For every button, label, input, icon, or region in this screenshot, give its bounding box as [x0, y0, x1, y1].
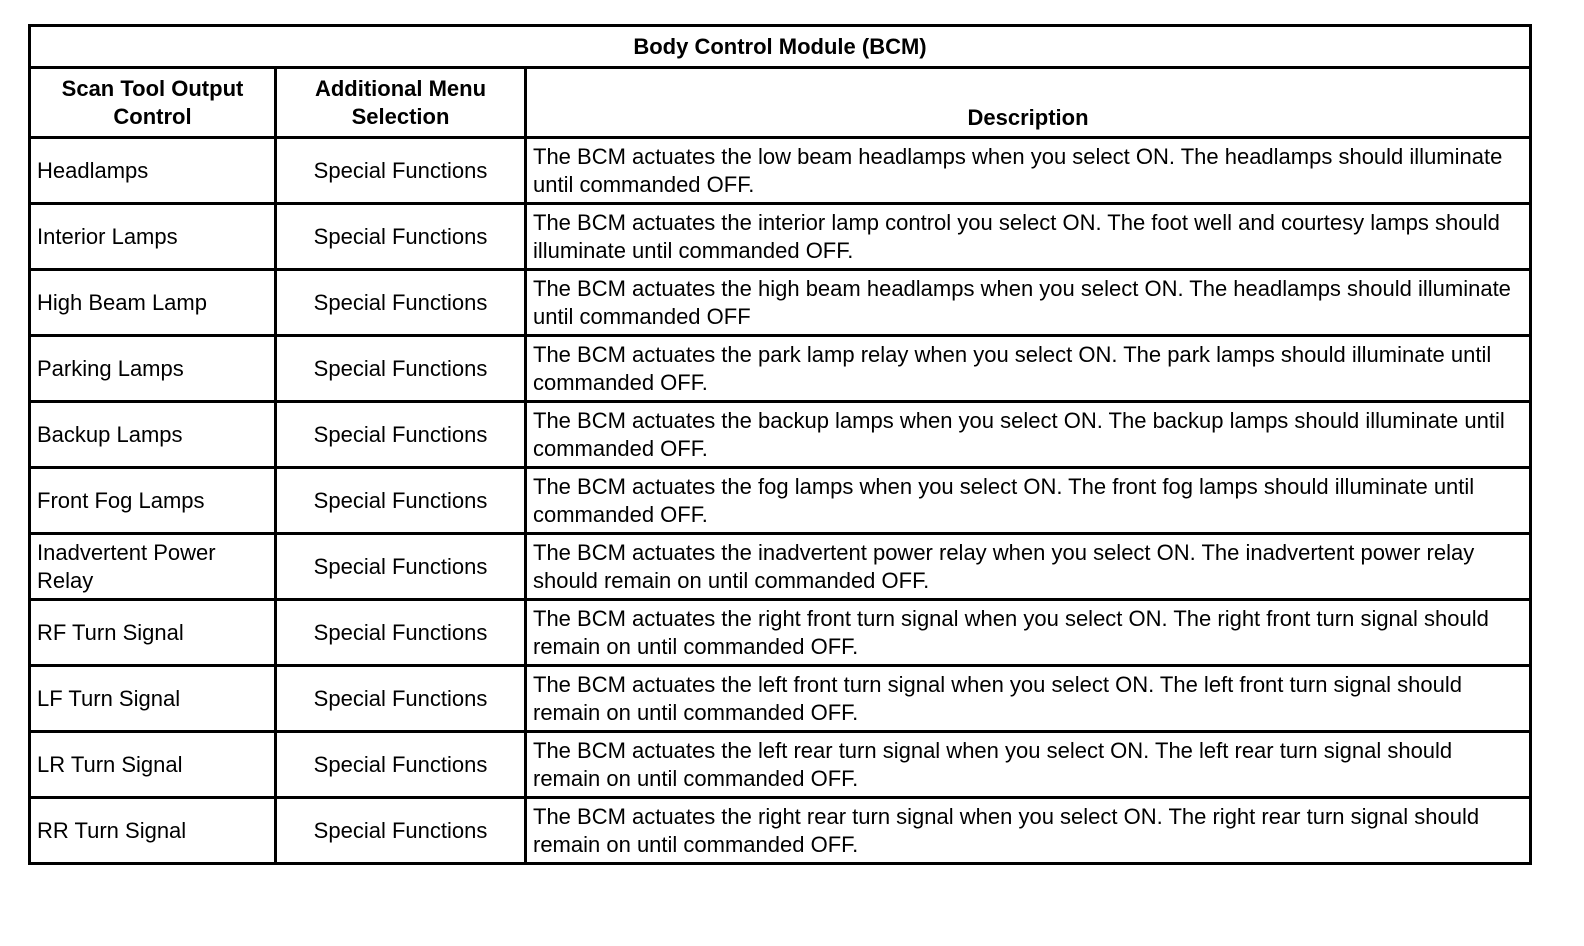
description-cell: The BCM actuates the right rear turn signal when you select ON. The right rear turn signal should remain on until commanded OFF.	[526, 798, 1531, 864]
control-cell: LF Turn Signal	[30, 666, 276, 732]
table-row	[30, 336, 1531, 402]
menu-cell: Special Functions	[276, 468, 526, 534]
control-cell: RR Turn Signal	[30, 798, 276, 864]
table-row	[30, 534, 1531, 600]
description-cell: The BCM actuates the fog lamps when you select ON. The front fog lamps should illuminate until commanded OFF.	[526, 468, 1531, 534]
table-row	[30, 666, 1531, 732]
description-cell: The BCM actuates the right front turn signal when you select ON. The right front turn signal should remain on until commanded OFF.	[526, 600, 1531, 666]
control-cell: Backup Lamps	[30, 402, 276, 468]
description-cell: The BCM actuates the high beam headlamps when you select ON. The headlamps should illuminate until commanded OFF	[526, 270, 1531, 336]
description-cell: The BCM actuates the low beam headlamps when you select ON. The headlamps should illuminate until commanded OFF.	[526, 138, 1531, 204]
menu-cell: Special Functions	[276, 666, 526, 732]
description-cell: The BCM actuates the left rear turn signal when you select ON. The left rear turn signal should remain on until commanded OFF.	[526, 732, 1531, 798]
description-cell: The BCM actuates the backup lamps when you select ON. The backup lamps should illuminate until commanded OFF.	[526, 402, 1531, 468]
table-row	[30, 732, 1531, 798]
table-row	[30, 600, 1531, 666]
menu-cell: Special Functions	[276, 732, 526, 798]
menu-cell: Special Functions	[276, 798, 526, 864]
control-cell: Front Fog Lamps	[30, 468, 276, 534]
table-row	[30, 402, 1531, 468]
control-cell: Inadvertent Power Relay	[30, 534, 276, 600]
table-row	[30, 798, 1531, 864]
menu-cell: Special Functions	[276, 270, 526, 336]
table-row	[30, 270, 1531, 336]
description-cell: The BCM actuates the park lamp relay when you select ON. The park lamps should illuminate until commanded OFF.	[526, 336, 1531, 402]
menu-cell: Special Functions	[276, 336, 526, 402]
control-cell: Headlamps	[30, 138, 276, 204]
bcm-table	[28, 24, 1532, 865]
control-cell: High Beam Lamp	[30, 270, 276, 336]
description-cell: The BCM actuates the interior lamp control you select ON. The foot well and courtesy lamps should illuminate until commanded OFF.	[526, 204, 1531, 270]
menu-cell: Special Functions	[276, 600, 526, 666]
control-cell: LR Turn Signal	[30, 732, 276, 798]
table-title: Body Control Module (BCM)	[30, 26, 1531, 68]
menu-cell: Special Functions	[276, 204, 526, 270]
table-row	[30, 138, 1531, 204]
header-description: Description	[526, 68, 1531, 138]
header-control: Scan Tool Output Control	[30, 68, 276, 138]
description-cell: The BCM actuates the left front turn signal when you select ON. The left front turn signal should remain on until commanded OFF.	[526, 666, 1531, 732]
header-menu: Additional Menu Selection	[276, 68, 526, 138]
control-cell: RF Turn Signal	[30, 600, 276, 666]
description-cell: The BCM actuates the inadvertent power relay when you select ON. The inadvertent power relay should remain on until commanded OFF.	[526, 534, 1531, 600]
table-row	[30, 468, 1531, 534]
control-cell: Parking Lamps	[30, 336, 276, 402]
control-cell: Interior Lamps	[30, 204, 276, 270]
table-row	[30, 204, 1531, 270]
menu-cell: Special Functions	[276, 138, 526, 204]
menu-cell: Special Functions	[276, 534, 526, 600]
menu-cell: Special Functions	[276, 402, 526, 468]
